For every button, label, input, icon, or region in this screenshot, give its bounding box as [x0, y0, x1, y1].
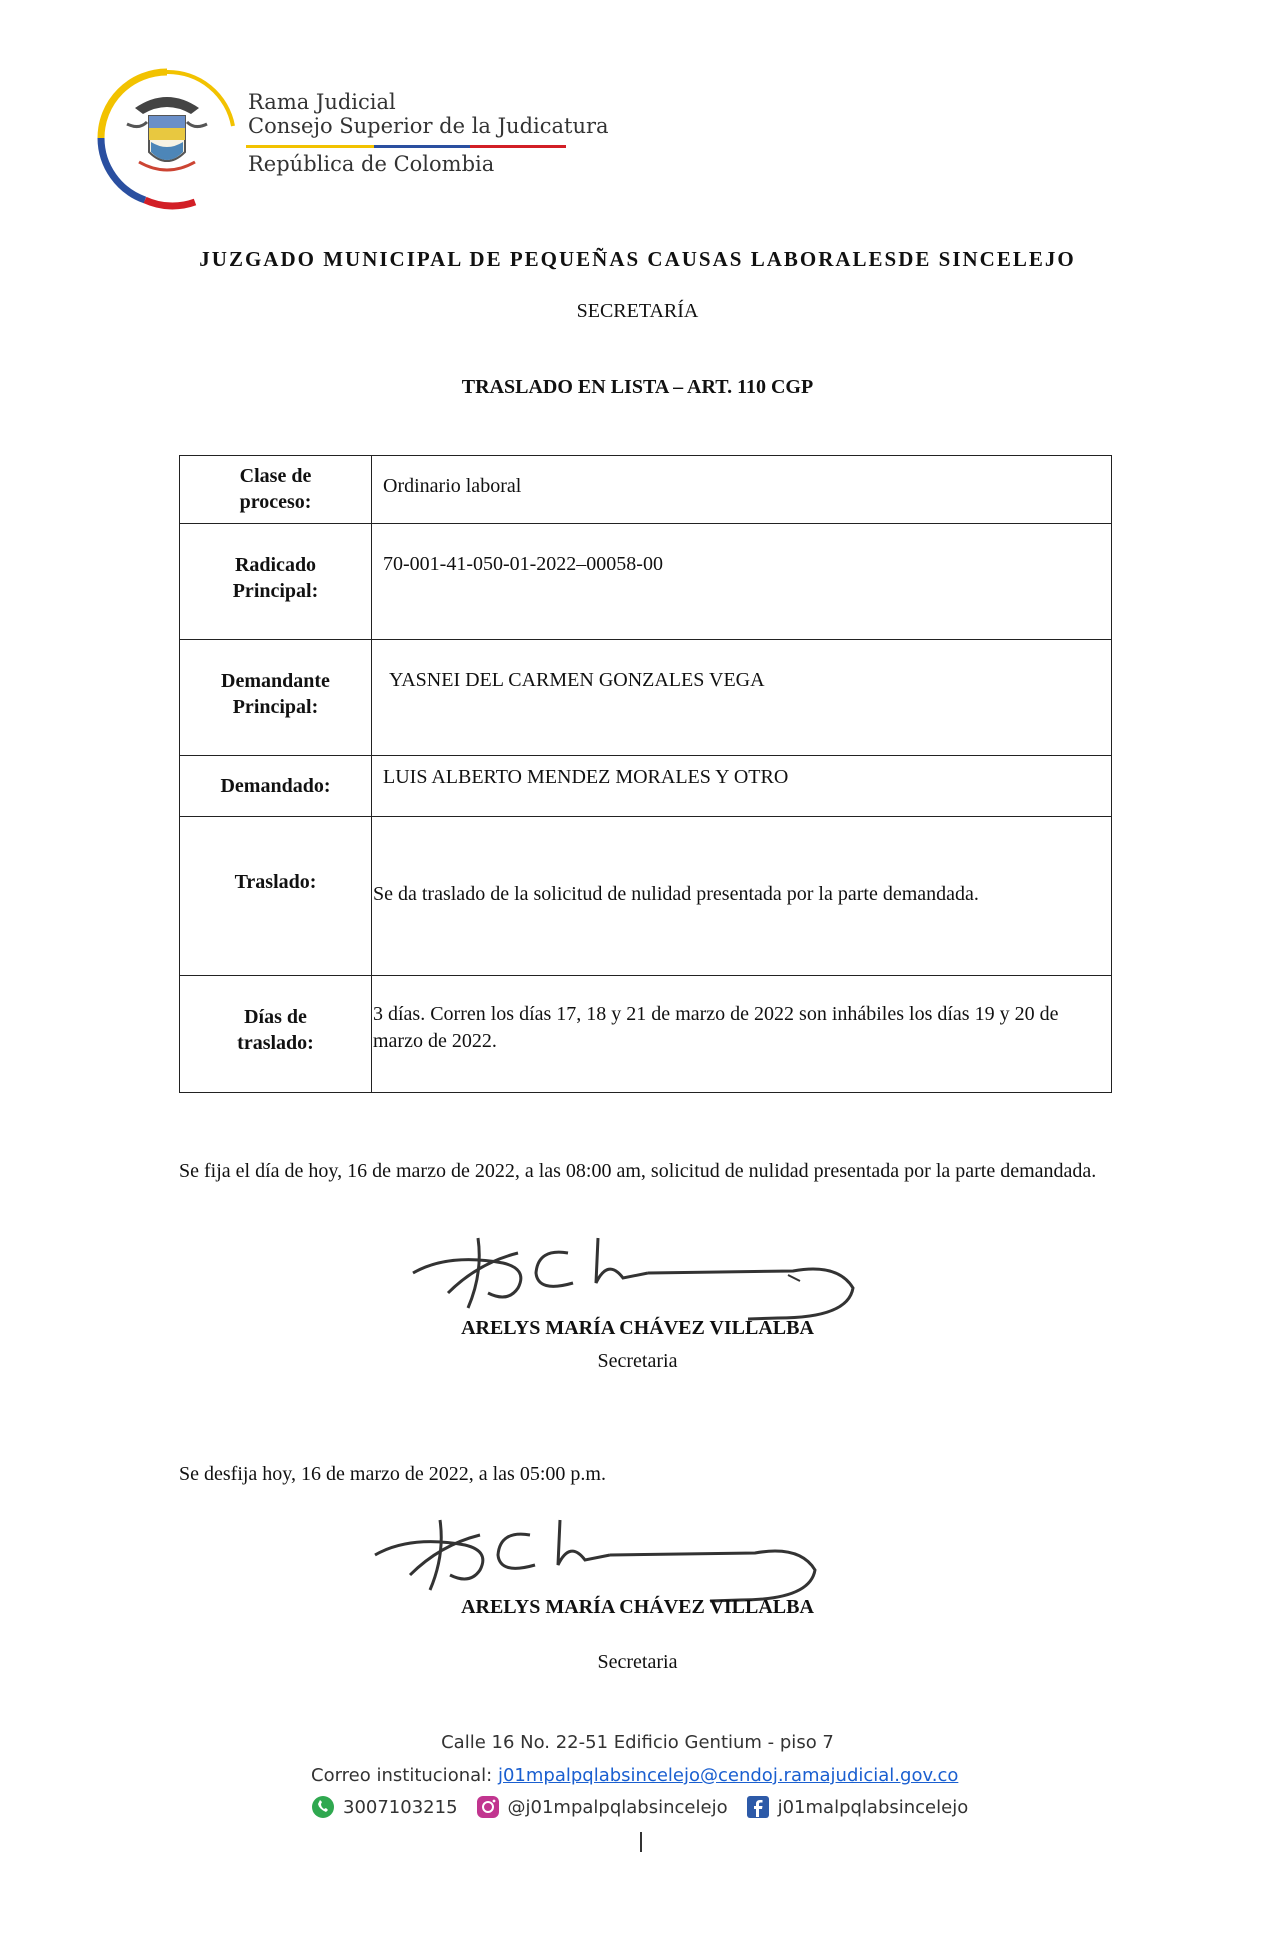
signer-name: ARELYS MARÍA CHÁVEZ VILLALBA: [461, 1596, 814, 1618]
instagram-icon: [476, 1795, 500, 1819]
table-value: YASNEI DEL CARMEN GONZALES VEGA: [389, 669, 765, 691]
label-line: proceso:: [239, 491, 312, 513]
table-label-cell: [180, 756, 372, 817]
email-label: Correo institucional:: [311, 1765, 493, 1786]
document-title: TRASLADO EN LISTA – ART. 110 CGP: [461, 376, 814, 398]
label-line: Demandante: [221, 670, 330, 692]
label-line: Traslado:: [234, 871, 317, 893]
phone-number: 3007103215: [343, 1796, 458, 1818]
case-info-table: [179, 455, 1112, 1093]
table-row: [180, 640, 1112, 756]
label-line: Principal:: [232, 580, 319, 602]
facebook-icon: [746, 1795, 770, 1819]
table-label-cell: [180, 524, 372, 640]
instagram-handle: @j01mpalpqlabsincelejo: [507, 1796, 728, 1818]
label-line: Radicado: [234, 554, 317, 576]
table-value: Ordinario laboral: [383, 475, 522, 497]
office-name: SECRETARÍA: [576, 300, 699, 322]
whatsapp-icon: [311, 1795, 335, 1819]
label-line: traslado:: [237, 1032, 314, 1054]
institution-council: Consejo Superior de la Judicatura: [248, 114, 609, 138]
email-line: [311, 1765, 958, 1786]
table-value-cell: [372, 756, 1112, 817]
table-row: [180, 524, 1112, 640]
signer-name: ARELYS MARÍA CHÁVEZ VILLALBA: [461, 1317, 814, 1339]
table-row: [180, 976, 1112, 1093]
removal-notice: Se desfija hoy, 16 de marzo de 2022, a las 05:00 p.m.: [179, 1463, 606, 1485]
table-label-cell: [180, 640, 372, 756]
table-label-cell: [180, 456, 372, 524]
email-link[interactable]: j01mpalpqlabsincelejo@cendoj.ramajudicial.gov.co: [497, 1765, 959, 1786]
table-value-cell: [372, 640, 1112, 756]
table-row: [180, 756, 1112, 817]
text-cursor-mark: [640, 1832, 642, 1852]
signer-role: Secretaria: [597, 1651, 678, 1673]
table-value: Se da traslado de la solicitud de nulidad presentada por la parte demandada.: [373, 883, 979, 905]
table-value-cell: [372, 524, 1112, 640]
table-value-cell: [372, 817, 1112, 976]
label-line: Clase de: [239, 465, 312, 487]
court-address: Calle 16 No. 22-51 Edificio Gentium - piso 7: [441, 1732, 834, 1753]
label-line: Días de: [244, 1006, 307, 1028]
table-value: 70-001-41-050-01-2022–00058-00: [383, 553, 663, 575]
signer-role: Secretaria: [597, 1350, 678, 1372]
flag-color-rule: [246, 145, 566, 148]
label-line: Demandado:: [220, 775, 331, 797]
facebook-handle: j01malpqlabsincelejo: [777, 1796, 969, 1818]
institution-name: Rama Judicial: [248, 90, 396, 114]
posting-notice: Se fija el día de hoy, 16 de marzo de 2022, a las 08:00 am, solicitud de nulidad presentada por la parte demandada.: [179, 1160, 1097, 1182]
table-value-cell: [372, 976, 1112, 1093]
handwritten-signature: [408, 1233, 858, 1323]
table-value: LUIS ALBERTO MENDEZ MORALES Y OTRO: [383, 766, 789, 788]
rama-judicial-seal-logo: [95, 66, 240, 211]
label-line: Principal:: [232, 696, 319, 718]
table-label-cell: [180, 976, 372, 1093]
court-name: JUZGADO MUNICIPAL DE PEQUEÑAS CAUSAS LABORALESDE SINCELEJO: [199, 247, 1076, 271]
table-row: [180, 817, 1112, 976]
social-contacts: [311, 1795, 968, 1819]
handwritten-signature: [370, 1515, 820, 1605]
table-value-cell: [372, 456, 1112, 524]
table-label-cell: [180, 817, 372, 976]
table-row: [180, 456, 1112, 524]
table-value: 3 días. Corren los días 17, 18 y 21 de marzo de 2022 son inhábiles los días 19 y 20 de marzo de 2022.: [373, 1003, 1059, 1052]
institution-country: República de Colombia: [248, 152, 495, 176]
